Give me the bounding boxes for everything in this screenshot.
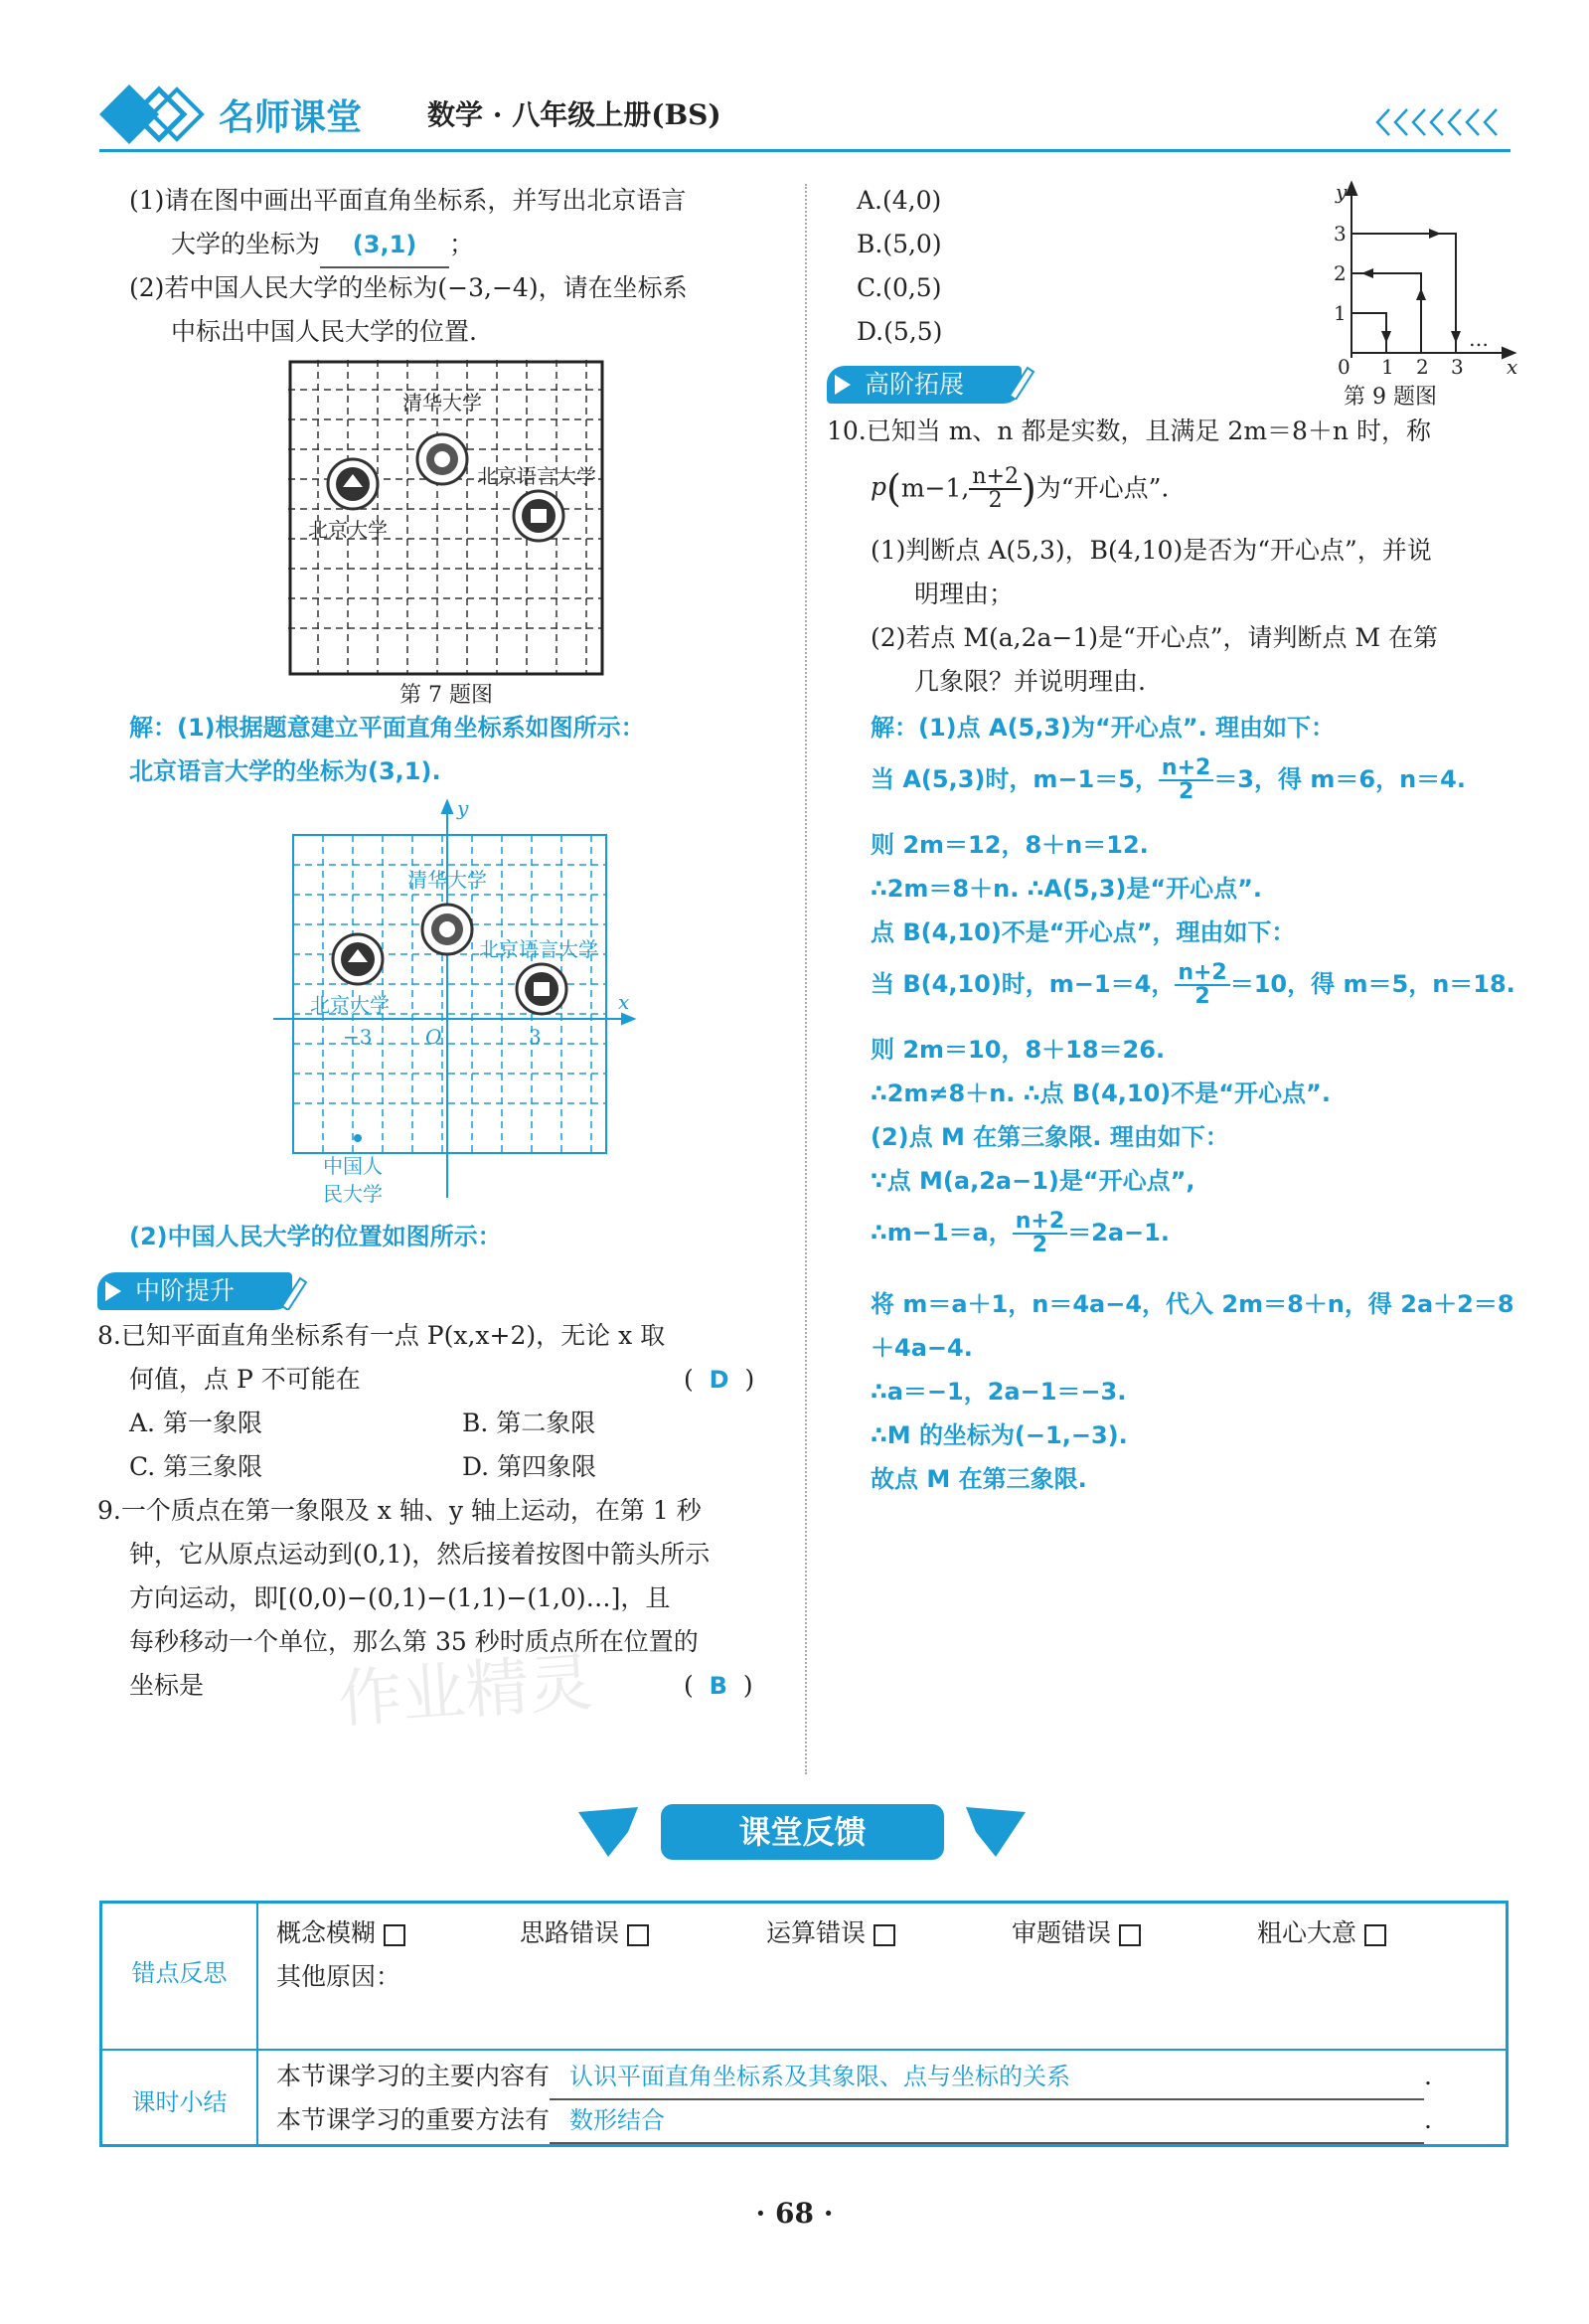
frac-den: 2 xyxy=(988,487,1003,513)
q10-line2: p(m−1, $\frac{n+2}{2}$ )为“开心点”. xyxy=(871,463,1170,513)
q10-sol-13: ＋4a−4. xyxy=(871,1334,973,1362)
opt-calc-label: 运算错误 xyxy=(766,1918,867,1947)
q10-sol-6-frac xyxy=(1175,962,1229,1008)
q7-answer-blank xyxy=(320,223,449,268)
opt-careless-label: 粗心大意 xyxy=(1257,1918,1357,1947)
q9-option-a: A.(4,0) xyxy=(857,186,942,215)
blcu-seal-icon xyxy=(514,491,563,541)
q10-part1-line2: 明理由； xyxy=(914,580,1015,608)
q10-sol-14: ∴a＝−1，2a−1＝−3. xyxy=(871,1378,1127,1406)
fig7s-y-label: y xyxy=(457,796,469,820)
q9-line2: 钟，它从原点运动到(0,1)，然后接着按图中箭头所示 xyxy=(129,1540,711,1569)
q10-sol-3: 则 2m＝12，8＋n＝12. xyxy=(871,831,1149,859)
q7-solution-line3: (2)中国人民大学的位置如图所示： xyxy=(129,1223,502,1250)
q7-part1-line1: (1)请在图中画出平面直角坐标系，并写出北京语言 xyxy=(129,186,687,215)
q10-part1-line1: (1)判断点 A(5,3)，B(4,10)是否为“开心点”，并说 xyxy=(871,536,1432,565)
fig9-origin-label: 0 xyxy=(1338,355,1351,378)
feedback-table-col-divider xyxy=(256,1904,258,2144)
pencil-icon xyxy=(278,1272,308,1310)
q7-solution-line1: 解：(1)根据题意建立平面直角坐标系如图所示： xyxy=(129,714,645,742)
q9-line1: 9.一个质点在第一象限及 x 轴、y 轴上运动，在第 1 秒 xyxy=(97,1496,702,1525)
fig7s-tick-3: 3 xyxy=(529,1025,542,1049)
summary-method-blank[interactable] xyxy=(550,2098,1424,2144)
summary-method xyxy=(276,2098,1432,2144)
opt-careless-checkbox[interactable] xyxy=(1364,1924,1386,1946)
q9-option-d: D.(5,5) xyxy=(857,317,943,346)
q7-solution-figure xyxy=(268,795,646,1213)
fig9-dots: … xyxy=(1469,327,1489,351)
feedback-table xyxy=(99,1901,1509,2147)
opt-thinking-label: 思路错误 xyxy=(520,1918,620,1947)
fig7s-tick-neg3: −3 xyxy=(343,1025,373,1049)
opt-concept[interactable] xyxy=(276,1911,405,1955)
q7-part1-line2 xyxy=(171,223,474,268)
q10-sol-6-post: ＝10，得 m＝5，n＝18. xyxy=(1229,970,1515,998)
pencil-icon xyxy=(1006,362,1035,400)
q10-line1: 10.已知当 m、n 都是实数，且满足 2m＝8＋n 时，称 xyxy=(827,416,1431,445)
mid-level-badge: 中阶提升 xyxy=(97,1272,292,1310)
column-divider xyxy=(805,184,807,1774)
q7-part1-text: 大学的坐标为 xyxy=(171,230,321,258)
header-brand: 名师课堂 xyxy=(219,97,363,138)
q10-sol-9: (2)点 M 在第三象限. 理由如下： xyxy=(871,1123,1229,1151)
q8-line1: 8.已知平面直角坐标系有一点 P(x,x+2)，无论 x 取 xyxy=(97,1321,666,1350)
opt-reading-checkbox[interactable] xyxy=(1119,1924,1141,1946)
fig9-x-label: x xyxy=(1507,355,1518,378)
q10-sol-2-frac xyxy=(1159,757,1213,803)
opt-thinking-checkbox[interactable] xyxy=(627,1924,649,1946)
q10-fraction xyxy=(969,463,1022,513)
q10-part2-line2: 几象限？并说明理由. xyxy=(914,667,1146,696)
q10-sol-2-post: ＝3，得 m＝6，n＝4. xyxy=(1213,765,1466,793)
q10-sol-11-pre: ∴m−1＝a， xyxy=(871,1219,1013,1246)
tsinghua-seal-icon xyxy=(422,905,472,954)
fig7s-origin-label: O xyxy=(425,1025,442,1049)
watermark: 作业精灵 xyxy=(336,1646,595,1738)
feedback-left-arrow-icon xyxy=(578,1807,638,1857)
q10-happy-point: 为“开心点”. xyxy=(1035,473,1170,503)
q7-part1-end: ； xyxy=(449,230,475,258)
fig7-caption: 第 7 题图 xyxy=(399,683,493,708)
opt-concept-checkbox[interactable] xyxy=(384,1924,405,1946)
q9-answer-bracket: ( B ) xyxy=(684,1671,753,1700)
q7-grid-figure xyxy=(288,360,606,678)
fig9-ytick-1: 1 xyxy=(1334,301,1347,325)
summary-main-label: 本节课学习的主要内容有 xyxy=(276,2062,551,2090)
frac-num: n+2 xyxy=(1175,962,1229,986)
q9-line5: 坐标是 xyxy=(129,1671,205,1700)
q9-line3: 方向运动，即[(0,0)−(0,1)−(1,1)−(1,0)…]，且 xyxy=(129,1583,671,1612)
q10-sol-2-pre: 当 A(5,3)时，m−1＝5， xyxy=(871,765,1159,793)
fig9-xtick-2: 2 xyxy=(1416,355,1429,378)
q10-sol-5: 点 B(4,10)不是“开心点”，理由如下： xyxy=(871,918,1296,946)
q10-coord-a: m−1, xyxy=(900,473,970,503)
tsinghua-seal-icon xyxy=(417,434,467,484)
frac-den: 2 xyxy=(1178,779,1194,804)
opt-calc[interactable] xyxy=(766,1911,895,1955)
fig7-pku-label: 北京大学 xyxy=(308,518,388,542)
fig7-tsinghua-label: 清华大学 xyxy=(402,391,482,415)
high-level-badge: 高阶拓展 xyxy=(827,366,1022,404)
q9-line4: 每秒移动一个单位，那么第 35 秒时质点所在位置的 xyxy=(129,1627,699,1656)
ruc-point xyxy=(354,1134,362,1142)
q8-option-c: C. 第三象限 xyxy=(129,1452,263,1481)
q10-sol-11-post: ＝2a−1. xyxy=(1067,1219,1170,1246)
fig9-ytick-2: 2 xyxy=(1334,261,1347,285)
q9-option-c: C.(0,5) xyxy=(857,273,942,302)
q10-sol-6-pre: 当 B(4,10)时，m−1＝4， xyxy=(871,970,1176,998)
frac-den: 2 xyxy=(1032,1233,1048,1257)
fig7s-ruc-label2: 民大学 xyxy=(323,1182,383,1206)
q9-answer: B xyxy=(709,1672,727,1700)
pku-seal-icon xyxy=(328,459,378,509)
header-subject: 数学 · 八年级上册(BS) xyxy=(427,98,721,131)
q8-option-d: D. 第四象限 xyxy=(462,1452,597,1481)
q8-option-b: B. 第二象限 xyxy=(462,1409,596,1437)
q9-option-b: B.(5,0) xyxy=(857,230,942,258)
opt-calc-checkbox[interactable] xyxy=(874,1924,895,1946)
q10-part2-line1: (2)若点 M(a,2a−1)是“开心点”，请判断点 M 在第 xyxy=(871,623,1439,652)
q10-sol-6 xyxy=(871,962,1515,1008)
fig9-y-label: y xyxy=(1336,180,1348,204)
opt-reading-label: 审题错误 xyxy=(1012,1918,1112,1947)
q8-answer-bracket: ( D ) xyxy=(684,1365,755,1394)
header xyxy=(99,80,1510,159)
fig9-ytick-3: 3 xyxy=(1334,222,1347,246)
q10-sol-4: ∴2m＝8＋n. ∴A(5,3)是“开心点”. xyxy=(871,875,1263,903)
fig9-xtick-3: 3 xyxy=(1451,355,1464,378)
y-axis xyxy=(442,801,452,1198)
header-rule xyxy=(99,149,1510,152)
opt-thinking[interactable] xyxy=(520,1911,649,1955)
fig7s-pku-label: 北京大学 xyxy=(310,993,390,1017)
fig9-caption: 第 9 题图 xyxy=(1344,385,1437,410)
header-logo-diamonds-icon xyxy=(99,84,219,144)
feedback-title: 课堂反馈 xyxy=(661,1804,944,1860)
opt-concept-label: 概念模糊 xyxy=(276,1918,377,1947)
summary-main xyxy=(276,2055,1432,2100)
q8-answer: D xyxy=(709,1366,729,1394)
q10-sol-10: ∵点 M(a,2a−1)是“开心点”, xyxy=(871,1167,1195,1195)
q10-p-symbol: p xyxy=(871,472,887,501)
summary-main-period: . xyxy=(1424,2062,1432,2090)
pku-seal-icon xyxy=(333,934,383,984)
q10-sol-11-frac xyxy=(1013,1211,1067,1256)
q10-sol-1: 解：(1)点 A(5,3)为“开心点”. 理由如下： xyxy=(871,714,1336,742)
q8-line2: 何值，点 P 不可能在 xyxy=(129,1365,361,1394)
opt-reading[interactable] xyxy=(1012,1911,1141,1955)
q10-sol-15: ∴M 的坐标为(−1,−3). xyxy=(871,1421,1128,1449)
summary-main-answer: 认识平面直角坐标系及其象限、点与坐标的关系 xyxy=(569,2063,1071,2090)
frac-den: 2 xyxy=(1194,984,1210,1009)
row1-label: 错点反思 xyxy=(131,1959,228,1987)
fig9-xtick-1: 1 xyxy=(1381,355,1394,378)
q7-answer: (3,1) xyxy=(352,231,417,258)
summary-method-answer: 数形结合 xyxy=(569,2106,666,2134)
q7-part2-line1: (2)若中国人民大学的坐标为(−3,−4)，请在坐标系 xyxy=(129,273,688,302)
fig7s-blcu-label: 北京语言大学 xyxy=(479,937,598,961)
summary-method-label: 本节课学习的重要方法有 xyxy=(276,2105,551,2134)
q10-sol-2 xyxy=(871,757,1466,803)
q10-sol-7: 则 2m＝10，8＋18＝26. xyxy=(871,1036,1166,1064)
header-chevrons-icon xyxy=(1371,107,1501,137)
frac-num: n+2 xyxy=(1013,1211,1067,1235)
row2-label: 课时小结 xyxy=(131,2088,228,2116)
opt-careless[interactable] xyxy=(1257,1911,1386,1955)
feedback-right-arrow-icon xyxy=(966,1807,1026,1857)
fig7-blcu-label: 北京语言大学 xyxy=(477,464,596,488)
q10-sol-11 xyxy=(871,1211,1170,1256)
fig7s-tsinghua-label: 清华大学 xyxy=(407,868,487,892)
blcu-seal-icon xyxy=(517,964,566,1014)
frac-num: n+2 xyxy=(969,466,1022,490)
feedback-table-row-divider xyxy=(102,2049,1506,2051)
frac-num: n+2 xyxy=(1159,757,1213,781)
q8-option-a: A. 第一象限 xyxy=(129,1409,262,1437)
q10-sol-12: 将 m＝a＋1，n＝4a−4，代入 2m＝8＋n，得 2a＋2＝8 xyxy=(871,1290,1514,1318)
q10-sol-16: 故点 M 在第三象限. xyxy=(871,1465,1087,1493)
summary-main-blank[interactable] xyxy=(550,2055,1424,2100)
fig7s-x-label: x xyxy=(618,990,630,1014)
page-number: · 68 · xyxy=(755,2197,834,2230)
other-reason: 其他原因： xyxy=(276,1962,401,1991)
q7-part2-line2: 中标出中国人民大学的位置. xyxy=(171,317,477,346)
q10-sol-8: ∴2m≠8＋n. ∴点 B(4,10)不是“开心点”. xyxy=(871,1079,1331,1107)
q9-path-figure xyxy=(1312,179,1520,378)
summary-method-period: . xyxy=(1424,2105,1432,2134)
q7-solution-line2: 北京语言大学的坐标为(3,1). xyxy=(129,757,441,785)
fig7s-ruc-label1: 中国人 xyxy=(323,1154,383,1178)
